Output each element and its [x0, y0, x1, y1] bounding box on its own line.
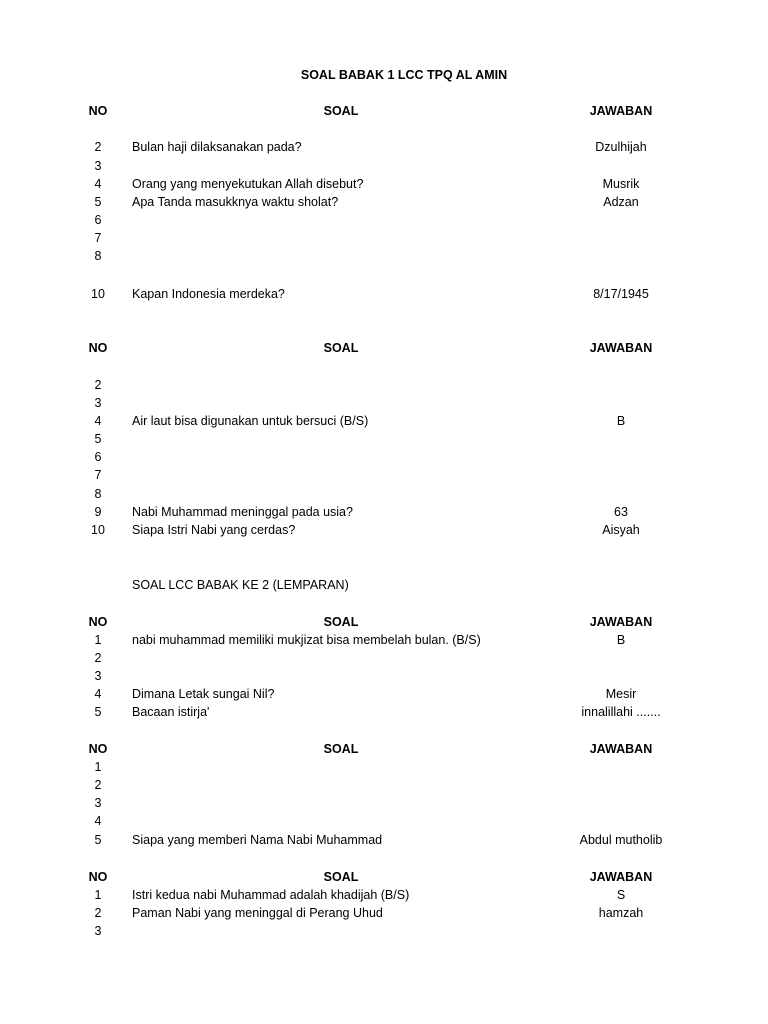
row-number: 4	[94, 414, 102, 428]
table-header	[0, 102, 768, 120]
document-title: SOAL BABAK 1 LCC TPQ AL AMIN	[300, 68, 508, 82]
question-text: Bacaan istirja'	[132, 705, 210, 719]
header-soal: SOAL	[323, 104, 359, 118]
table-row	[0, 138, 768, 156]
answer-text: 63	[614, 505, 628, 519]
question-text: Siapa Istri Nabi yang cerdas?	[132, 523, 296, 537]
header-no: NO	[88, 104, 108, 118]
table-row	[0, 521, 768, 539]
row-number: 3	[94, 159, 102, 173]
answer-text: Abdul mutholib	[579, 833, 663, 847]
table-row	[0, 649, 768, 667]
header-jawaban: JAWABAN	[589, 870, 653, 884]
table-row	[0, 394, 768, 412]
table-header	[0, 740, 768, 758]
table-row	[0, 631, 768, 649]
table-header	[0, 868, 768, 886]
answer-text: 8/17/1945	[593, 287, 649, 301]
row-number: 5	[94, 195, 102, 209]
row-number: 8	[94, 249, 102, 263]
table-row	[0, 430, 768, 448]
question-text: Orang yang menyekutukan Allah disebut?	[132, 177, 364, 191]
row-number: 3	[94, 396, 102, 410]
table-row	[0, 412, 768, 430]
row-number: 2	[94, 378, 102, 392]
row-number: 3	[94, 669, 102, 683]
row-number: 1	[94, 633, 102, 647]
row-number: 10	[91, 523, 105, 537]
answer-text: Dzulhijah	[595, 140, 647, 154]
table-row	[0, 831, 768, 849]
header-soal: SOAL	[323, 870, 359, 884]
table-row	[0, 812, 768, 830]
row-number: 7	[94, 231, 102, 245]
table-row	[0, 667, 768, 685]
row-number: 4	[94, 177, 102, 191]
answer-text: innalillahi .......	[581, 705, 661, 719]
row-number: 7	[94, 468, 102, 482]
answer-text: S	[616, 888, 626, 902]
row-number: 5	[94, 833, 102, 847]
answer-text: Adzan	[603, 195, 639, 209]
table-row	[0, 904, 768, 922]
row-number: 6	[94, 213, 102, 227]
header-soal: SOAL	[323, 615, 359, 629]
table-row	[0, 503, 768, 521]
header-no: NO	[88, 615, 108, 629]
header-jawaban: JAWABAN	[589, 341, 653, 355]
table-row	[0, 285, 768, 303]
answer-text: Mesir	[605, 687, 637, 701]
question-text: Air laut bisa digunakan untuk bersuci (B/S)	[132, 414, 369, 428]
header-jawaban: JAWABAN	[589, 615, 653, 629]
answer-text: Aisyah	[602, 523, 640, 537]
row-number: 5	[94, 705, 102, 719]
table-header	[0, 613, 768, 631]
row-number: 3	[94, 924, 102, 938]
row-number: 1	[94, 888, 102, 902]
row-number: 9	[94, 505, 102, 519]
row-number: 2	[94, 778, 102, 792]
table-row	[0, 758, 768, 776]
question-text: nabi muhammad memiliki mukjizat bisa membelah bulan. (B/S)	[132, 633, 481, 647]
table-row	[0, 448, 768, 466]
header-soal: SOAL	[323, 341, 359, 355]
row-number: 1	[94, 760, 102, 774]
question-text: Nabi Muhammad meninggal pada usia?	[132, 505, 353, 519]
row-number: 2	[94, 651, 102, 665]
question-text: Dimana Letak sungai Nil?	[132, 687, 275, 701]
question-text: Bulan haji dilaksanakan pada?	[132, 140, 302, 154]
header-no: NO	[88, 870, 108, 884]
section-subtitle: SOAL LCC BABAK KE 2 (LEMPARAN)	[132, 578, 349, 592]
question-text: Paman Nabi yang meninggal di Perang Uhud	[132, 906, 383, 920]
question-text: Istri kedua nabi Muhammad adalah khadijah (B/S)	[132, 888, 410, 902]
header-no: NO	[88, 341, 108, 355]
row-number: 10	[91, 287, 105, 301]
table-row	[0, 703, 768, 721]
row-number: 8	[94, 487, 102, 501]
row-number: 4	[94, 814, 102, 828]
table-row	[0, 485, 768, 503]
answer-text: hamzah	[598, 906, 644, 920]
row-number: 3	[94, 796, 102, 810]
row-number: 5	[94, 432, 102, 446]
row-number: 6	[94, 450, 102, 464]
row-number: 4	[94, 687, 102, 701]
table-row	[0, 229, 768, 247]
answer-text: Musrik	[602, 177, 640, 191]
table-row	[0, 886, 768, 904]
answer-text: B	[616, 414, 626, 428]
table-header	[0, 339, 768, 357]
table-row	[0, 211, 768, 229]
table-row	[0, 776, 768, 794]
row-number: 2	[94, 906, 102, 920]
table-row	[0, 247, 768, 265]
header-jawaban: JAWABAN	[589, 742, 653, 756]
header-no: NO	[88, 742, 108, 756]
row-number: 2	[94, 140, 102, 154]
table-row	[0, 376, 768, 394]
table-row	[0, 175, 768, 193]
table-row	[0, 922, 768, 940]
question-text: Siapa yang memberi Nama Nabi Muhammad	[132, 833, 383, 847]
table-row	[0, 466, 768, 484]
answer-text: B	[616, 633, 626, 647]
question-text: Apa Tanda masukknya waktu sholat?	[132, 195, 339, 209]
table-row	[0, 794, 768, 812]
table-row	[0, 193, 768, 211]
question-text: Kapan Indonesia merdeka?	[132, 287, 285, 301]
header-jawaban: JAWABAN	[589, 104, 653, 118]
table-row	[0, 157, 768, 175]
header-soal: SOAL	[323, 742, 359, 756]
table-row	[0, 685, 768, 703]
